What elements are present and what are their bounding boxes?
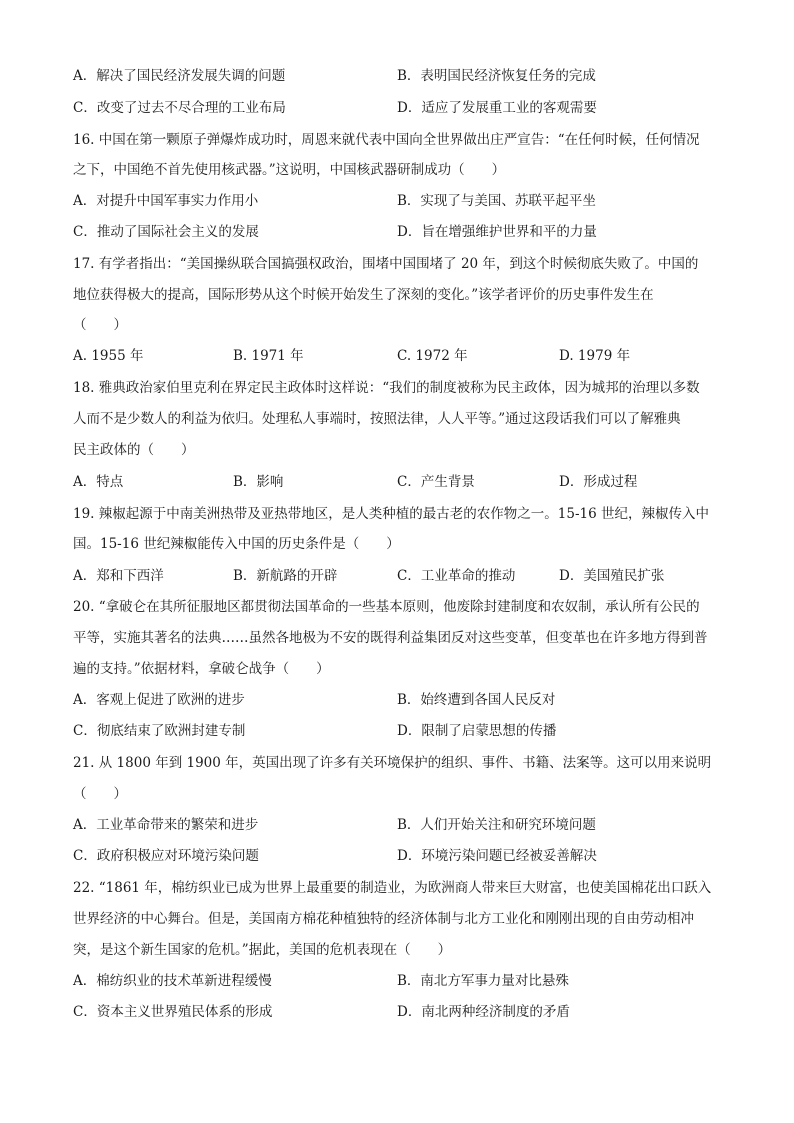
q18-option-a: A．特点 — [73, 474, 124, 490]
q17-option-c: C. 1972 年 — [397, 348, 468, 364]
q22-stem-line-1: 22. “1861 年，棉纺织业已成为世界上最重要的制造业，为欧洲商人带来巨大财富，也使美国棉花出口跃入 — [73, 880, 712, 896]
q19-option-d: D．美国殖民扩张 — [559, 568, 665, 584]
q19-stem-line-1: 19. 辣椒起源于中南美洲热带及亚热带地区，是人类种植的最古老的农作物之一。15-16 世纪，辣椒传入中 — [73, 506, 709, 522]
q17-stem-line-3: （ ） — [73, 317, 127, 333]
q16-stem-line-1: 16. 中国在第一颗原子弹爆炸成功时，周恩来就代表中国向全世界做出庄严宣告：“在任何时候，任何情况 — [73, 132, 700, 148]
q18-option-b: B．影响 — [233, 474, 284, 490]
q19-option-c: C．工业革命的推动 — [397, 568, 516, 584]
q21-stem-line-2: （ ） — [73, 786, 127, 802]
q22-stem-line-3: 突，是这个新生国家的危机。”据此，美国的危机表现在（ ） — [73, 942, 452, 958]
q21-option-b: B．人们开始关注和研究环境问题 — [397, 817, 596, 833]
q15-option-b: B．表明国民经济恢复任务的完成 — [397, 68, 596, 84]
q16-option-a: A．对提升中国军事实力作用小 — [73, 193, 259, 209]
q20-option-c: C．彻底结束了欧洲封建专制 — [73, 723, 246, 739]
q18-stem-line-3: 民主政体的（ ） — [73, 442, 195, 458]
q21-stem-line-1: 21. 从 1800 年到 1900 年，英国出现了许多有关环境保护的组织、事件、书籍、法案等。这可以用来说明 — [73, 755, 712, 771]
q22-option-c: C．资本主义世界殖民体系的形成 — [73, 1004, 273, 1020]
q19-option-b: B．新航路的开辟 — [233, 568, 338, 584]
q20-option-b: B．始终遭到各国人民反对 — [397, 692, 556, 708]
q16-option-c: C．推动了国际社会主义的发展 — [73, 224, 259, 240]
q18-option-d: D．形成过程 — [559, 474, 638, 490]
q18-stem-line-1: 18. 雅典政治家伯里克利在界定民主政体时这样说：“我们的制度被称为民主政体，因为城邦的治理以多数 — [73, 380, 700, 396]
q18-option-c: C．产生背景 — [397, 474, 475, 490]
q15-option-a: A．解决了国民经济发展失调的问题 — [73, 68, 286, 84]
q19-option-a: A．郑和下西洋 — [73, 568, 164, 584]
q20-option-a: A．客观上促进了欧洲的进步 — [73, 692, 245, 708]
q20-stem-line-1: 20. “拿破仑在其所征服地区都贯彻法国革命的一些基本原则，他废除封建制度和农奴制，承认所有公民的 — [73, 599, 700, 615]
q18-stem-line-2: 人而不是少数人的利益为依归。处理私人事端时，按照法律，人人平等。”通过这段话我们可以了解雅典 — [73, 411, 681, 427]
q17-option-a: A. 1955 年 — [73, 348, 144, 364]
q22-stem-line-2: 世界经济的中心舞台。但是，美国南方棉花种植独特的经济体制与北方工业化和刚刚出现的自由劳动相冲 — [73, 911, 694, 927]
q17-option-d: D. 1979 年 — [559, 348, 631, 364]
q20-stem-line-2: 平等，实施其著名的法典……虽然各地极为不安的既得利益集团反对这些变革，但变革也在许多地方得到普 — [73, 630, 708, 646]
q21-option-c: C．政府积极应对环境污染问题 — [73, 848, 259, 864]
q15-option-d: D．适应了发展重工业的客观需要 — [397, 100, 597, 116]
q16-option-b: B．实现了与美国、苏联平起平坐 — [397, 193, 596, 209]
q17-stem-line-2: 地位获得极大的提高，国际形势从这个时候开始发生了深刻的变化。”该学者评价的历史事件发生在 — [73, 287, 654, 303]
q16-option-d: D．旨在增强维护世界和平的力量 — [397, 224, 597, 240]
q22-option-a: A．棉纺织业的技术革新进程缓慢 — [73, 973, 272, 989]
q19-stem-line-2: 国。15-16 世纪辣椒能传入中国的历史条件是（ ） — [73, 536, 400, 552]
q20-stem-line-3: 遍的支持。”依据材料，拿破仑战争（ ） — [73, 661, 330, 677]
q17-option-b: B. 1971 年 — [233, 348, 304, 364]
q22-option-d: D．南北两种经济制度的矛盾 — [397, 1004, 570, 1020]
q22-option-b: B．南北方军事力量对比悬殊 — [397, 973, 569, 989]
q21-option-d: D．环境污染问题已经被妥善解决 — [397, 848, 597, 864]
q21-option-a: A．工业革命带来的繁荣和进步 — [73, 817, 259, 833]
q17-stem-line-1: 17. 有学者指出：“美国操纵联合国搞强权政治，围堵中国围堵了 20 年，到这个时候彻底失败了。中国的 — [73, 256, 699, 272]
q16-stem-line-2: 之下，中国绝不首先使用核武器。”这说明，中国核武器研制成功（ ） — [73, 162, 506, 178]
q15-option-c: C．改变了过去不尽合理的工业布局 — [73, 100, 286, 116]
q20-option-d: D．限制了启蒙思想的传播 — [397, 723, 557, 739]
